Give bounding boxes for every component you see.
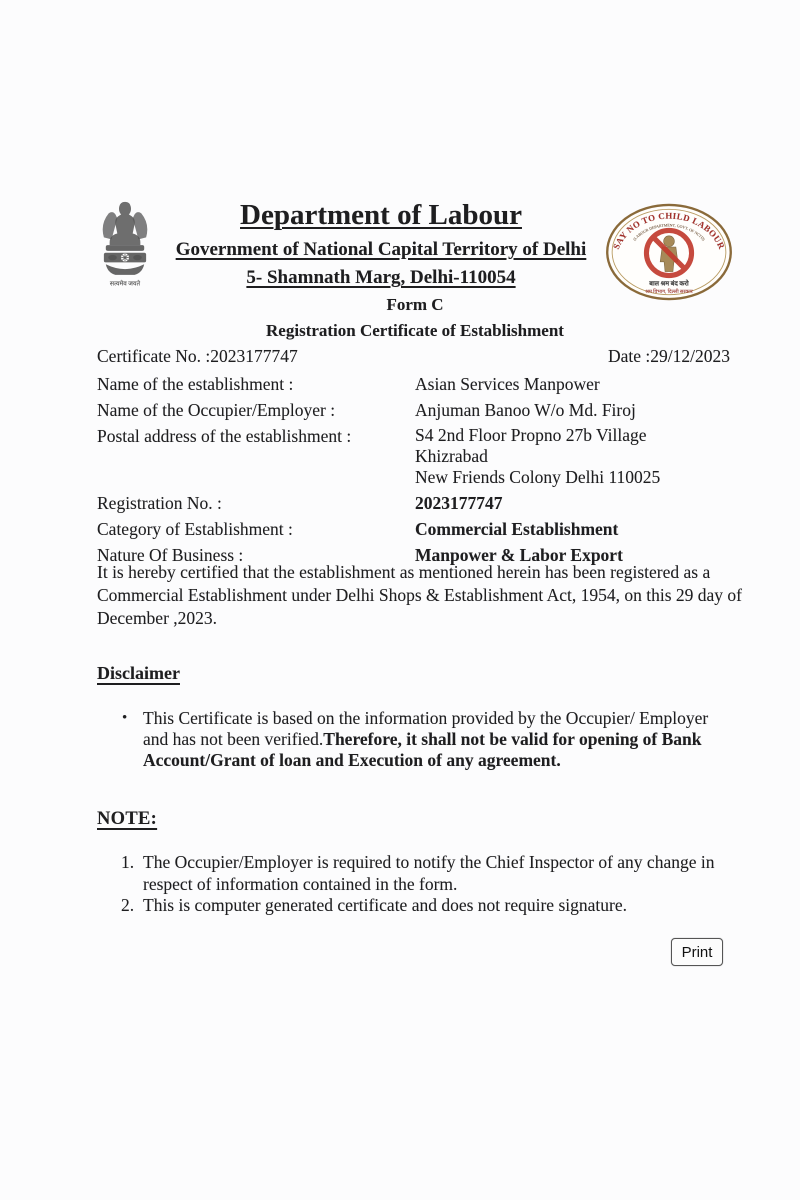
field-value: Manpower & Labor Export	[415, 545, 623, 565]
office-address: 5- Shamnath Marg, Delhi-110054	[246, 267, 516, 288]
say-no-to-child-labour-seal-icon	[604, 202, 734, 307]
certification-paragraph: It is hereby certified that the establishment as mentioned herein has been registered as a Commercial Establishment under Delhi Shops & Establishment Act, 1954, on this 29 day of December ,2023.	[97, 562, 742, 628]
certificate-fields	[97, 373, 733, 570]
field-value	[415, 425, 733, 488]
field-value: Commercial Establishment	[415, 519, 619, 539]
note-item-1	[121, 852, 725, 895]
header	[94, 199, 734, 307]
field-registration-no	[97, 492, 733, 514]
field-value: Anjuman Banoo W/o Md. Firoj	[415, 400, 636, 420]
note-item-number: 2.	[121, 895, 135, 915]
seal-sub-arc-text: (LABOUR DEPARTMENT, GOVT. OF NCTD)	[632, 223, 706, 242]
note-item-2	[121, 895, 725, 917]
certificate-title: Registration Certificate of Establishment	[266, 321, 564, 340]
field-postal-address	[97, 425, 733, 488]
address-line: New Friends Colony Delhi 110025	[415, 467, 661, 487]
field-establishment-name	[97, 373, 733, 395]
field-value: Asian Services Manpower	[415, 374, 600, 394]
header-titles	[158, 199, 604, 289]
india-national-emblem-icon	[94, 199, 158, 300]
field-label: Nature Of Business :	[97, 545, 244, 565]
field-label: Name of the Occupier/Employer :	[97, 400, 336, 420]
seal-arc-text: SAY NO TO CHILD LABOUR	[610, 210, 728, 251]
bullet-icon: •	[122, 710, 128, 726]
address-line: S4 2nd Floor Propno 27b Village	[415, 425, 647, 445]
disclaimer-text-bold: Therefore, it shall not be valid for opening of Bank Account/Grant of loan and Execution of any agreement.	[143, 729, 702, 770]
field-value: 2023177747	[415, 493, 503, 513]
note-item-number: 1.	[121, 852, 135, 872]
disclaimer-text	[143, 708, 722, 771]
date-label: Date :	[607, 346, 651, 366]
note-list	[121, 852, 725, 917]
note-item-text: The Occupier/Employer is required to notify the Chief Inspector of any change in respect of information contained in the form.	[143, 852, 715, 894]
field-occupier-name	[97, 399, 733, 421]
field-label: Postal address of the establishment :	[97, 426, 352, 446]
government-subtitle: Government of National Capital Territory of Delhi	[175, 239, 587, 260]
field-label: Registration No. :	[97, 493, 222, 513]
department-title: Department of Labour	[240, 199, 522, 231]
field-label: Name of the establishment :	[97, 374, 294, 394]
field-category	[97, 518, 733, 540]
certificate-number-row	[97, 346, 730, 367]
seal-hindi-line2: श्रम विभाग, दिल्ली सरकार	[645, 289, 693, 296]
certificate-number-label: Certificate No. :	[97, 346, 211, 366]
certificate-date	[608, 346, 730, 367]
address-line: Khizrabad	[415, 446, 488, 466]
note-heading: NOTE:	[97, 809, 158, 829]
note-item-text: This is computer generated certificate and does not require signature.	[143, 895, 627, 915]
disclaimer-heading: Disclaimer	[97, 663, 180, 683]
print-button[interactable]: Print	[671, 938, 723, 966]
field-label: Category of Establishment :	[97, 519, 293, 539]
disclaimer-text-normal: This Certificate is based on the information provided by the Occupier/ Employer and has not been verified.	[143, 708, 709, 749]
date-value: 29/12/2023	[650, 346, 730, 366]
emblem-motto: सत्यमेव जयते	[109, 280, 141, 288]
disclaimer-bullet-item	[122, 708, 722, 771]
seal-hindi-line1: बाल श्रम बंद करो	[649, 280, 689, 288]
certificate-number-value: 2023177747	[210, 346, 298, 366]
form-title: Form C	[386, 295, 444, 314]
certificate-number	[97, 346, 298, 367]
